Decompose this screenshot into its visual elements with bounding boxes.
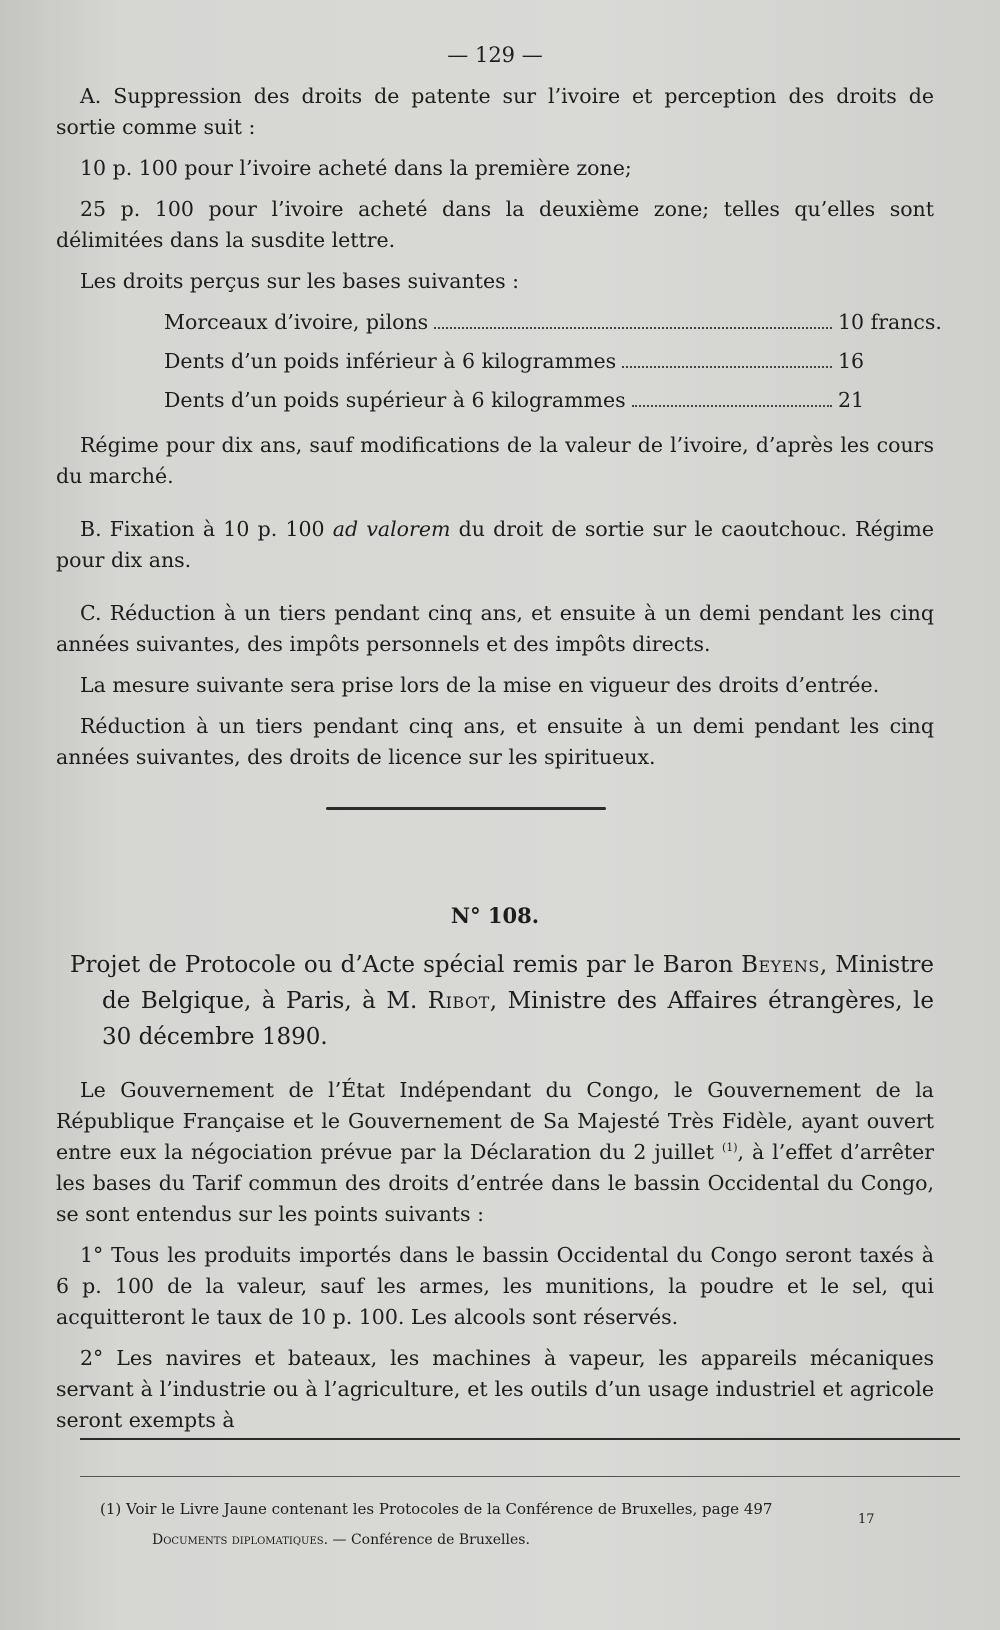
row-value: 16 <box>838 349 865 373</box>
intro-text: , à l’effet d’arrêter les bases du Tarif commun des droits d’entrée dans le bassin Occidental du Congo, se sont entendus sur les points suivants : <box>56 1140 934 1226</box>
intro-text: Le Gouvernement de l’État Indépendant du Congo, le Gouvernement de la République Française et le Gouvernement de Sa Majesté Très Fidèle, ayant ouvert entre eux la négociation prévue par la Déclaration du 2 juillet <box>56 1078 934 1164</box>
title-name-ribot: Ribot <box>427 988 490 1014</box>
title-part: Projet de Protocole ou d’Acte spécial remis par le Baron <box>70 952 742 978</box>
page-text <box>56 40 942 1436</box>
footer-title: Documents diplomatiques. <box>152 1532 329 1548</box>
row-value: 21 <box>838 388 865 412</box>
row-value: 10 francs. <box>838 310 942 334</box>
footnote: (1) Voir le Livre Jaune contenant les Protocoles de la Conférence de Bruxelles, page 497 <box>100 1500 773 1518</box>
row-label: Morceaux d’ivoire, pilons <box>164 310 429 334</box>
title-part: , Ministre des Affaires étrangères, le 30 décembre 1890. <box>102 988 934 1050</box>
page-number: — 129 — <box>447 43 543 67</box>
table-row <box>164 381 934 420</box>
section-divider <box>326 807 606 810</box>
section-b-after: du droit de sortie sur le caoutchouc. Régime pour dix ans. <box>56 517 934 572</box>
section-a-regime: Régime pour dix ans, sauf modifications de la valeur de l’ivoire, d’après les cours du marché. <box>56 433 934 488</box>
document-point-1: 1° Tous les produits importés dans le bassin Occidental du Congo seront taxés à 6 p. 100 de la valeur, sauf les armes, les munitions, la poudre et le sel, qui acquitteront le taux de 10 p. 100. Les alcools sont réservés. <box>56 1243 934 1329</box>
section-a-intro: A. Suppression des droits de patente sur l’ivoire et perception des droits de sortie comme suit : <box>56 84 934 139</box>
title-name-beyens: Beyens <box>741 952 820 978</box>
ivory-duty-table <box>164 303 942 420</box>
section-a-zone1: 10 p. 100 pour l’ivoire acheté dans la première zone; <box>80 156 632 180</box>
row-label: Dents d’un poids supérieur à 6 kilogrammes <box>164 388 626 412</box>
row-label: Dents d’un poids inférieur à 6 kilogrammes <box>164 349 617 373</box>
table-row <box>164 342 934 381</box>
document-title <box>56 947 934 1055</box>
leader-dots <box>632 405 832 407</box>
section-a-zone2: 25 p. 100 pour l’ivoire acheté dans la deuxième zone; telles qu’elles sont délimitées dans la susdite lettre. <box>56 197 934 252</box>
title-part: , Ministre de Belgique, à Paris, à M. <box>102 952 934 1014</box>
signature-mark: 17 <box>858 1512 875 1527</box>
document-point-2: 2° Les navires et bateaux, les machines à vapeur, les appareils mécaniques servant à l’industrie ou à l’agriculture, et les outils d’un usage industriel et agricole seront exempts à <box>56 1346 934 1432</box>
section-b-italic: ad valorem <box>332 517 451 541</box>
section-c-p2: La mesure suivante sera prise lors de la mise en vigueur des droits d’entrée. <box>80 673 880 697</box>
document-number: N° 108. <box>450 903 540 928</box>
footer-subtitle: — Conférence de Bruxelles. <box>328 1532 530 1548</box>
section-c-p3: Réduction à un tiers pendant cinq ans, et ensuite à un demi pendant les cinq années suivantes, des droits de licence sur les spiritueux. <box>56 714 934 769</box>
section-b-before: B. Fixation à 10 p. 100 <box>80 517 333 541</box>
leader-dots <box>434 327 832 329</box>
bottom-rule <box>80 1438 960 1440</box>
leader-dots <box>622 366 832 368</box>
section-a-bases-intro: Les droits perçus sur les bases suivantes : <box>80 269 520 293</box>
running-footer <box>152 1532 530 1548</box>
footnote-rule <box>80 1476 960 1477</box>
document-intro <box>56 1075 934 1230</box>
section-c-p1: C. Réduction à un tiers pendant cinq ans, et ensuite à un demi pendant les cinq années suivantes, des impôts personnels et des impôts directs. <box>56 601 934 656</box>
table-row <box>164 303 942 342</box>
footnote-ref: (1) <box>721 1141 738 1155</box>
section-b <box>56 514 934 576</box>
